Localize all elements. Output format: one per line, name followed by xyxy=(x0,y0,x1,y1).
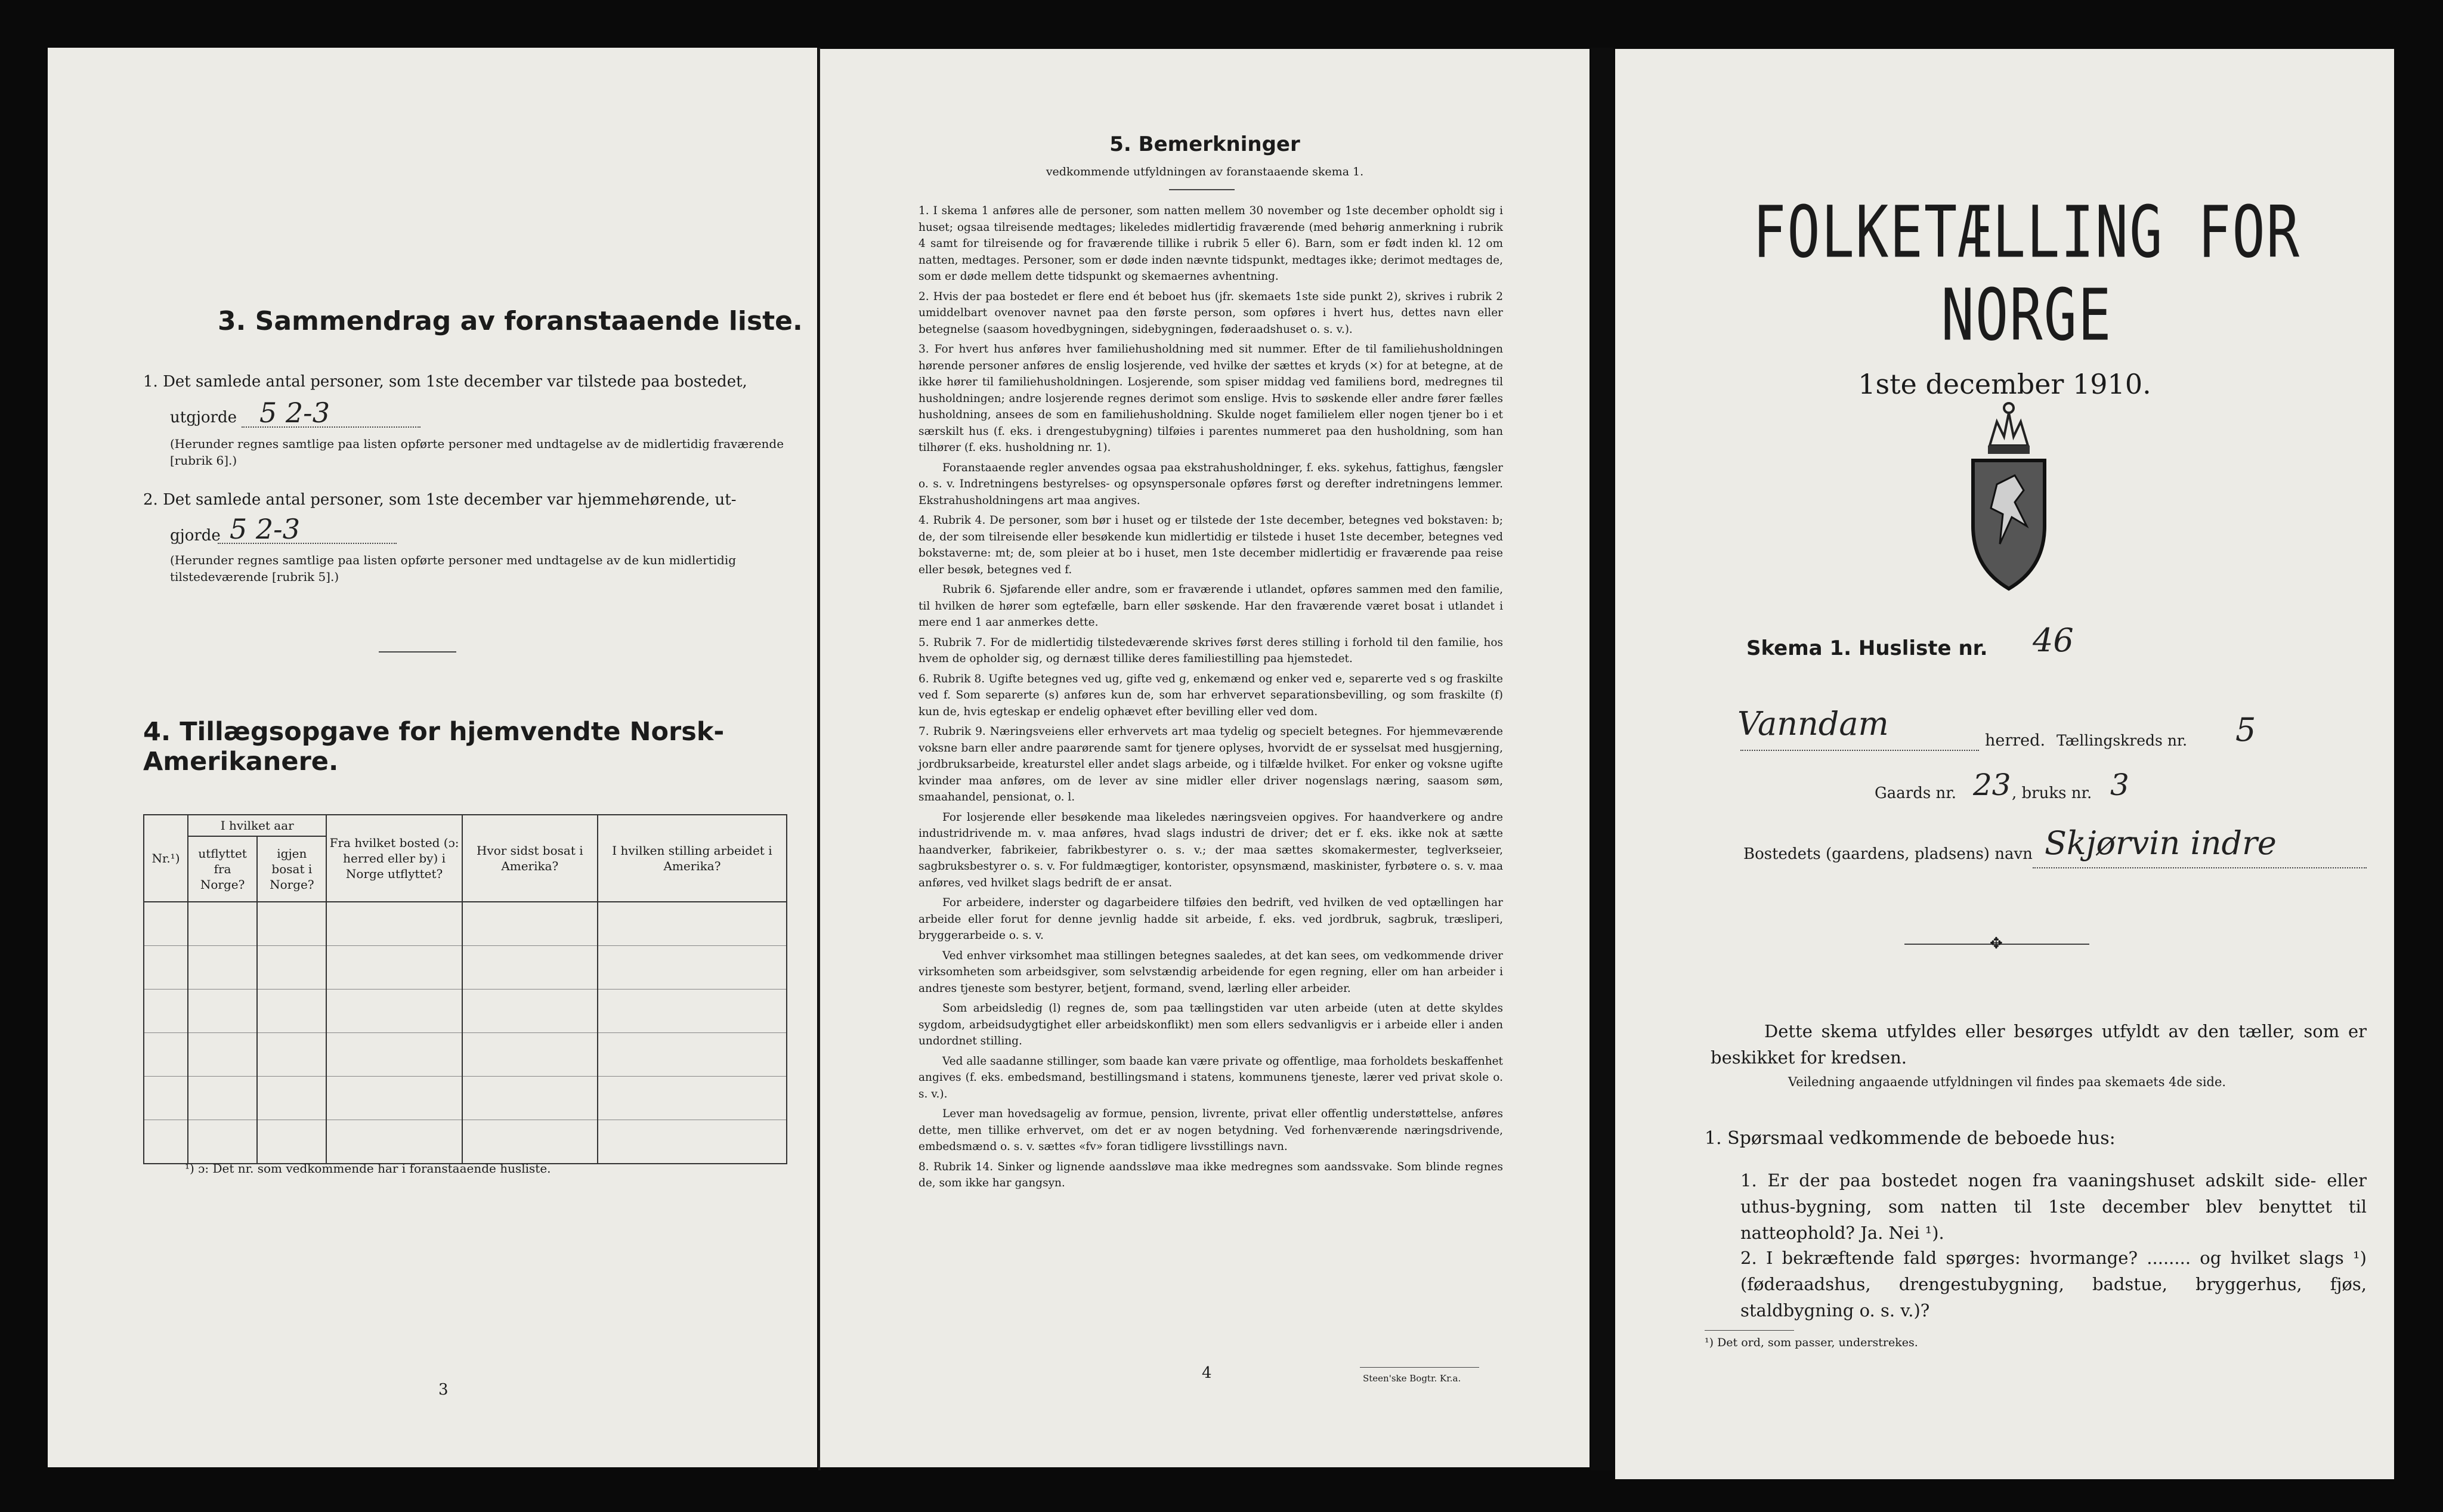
gaards-label: Gaards nr. xyxy=(1875,784,1957,802)
col-stilling: I hvilken stilling arbeidet i Amerika? xyxy=(598,815,787,902)
husliste-nr: 46 xyxy=(2033,622,2074,659)
kreds-value: 5 xyxy=(2235,711,2256,749)
remarks-separator xyxy=(1169,189,1235,190)
section4-title: 4. Tillægsopgave for hjemvendte Norsk-Amerikanere. xyxy=(143,717,725,777)
bosted-label: Bostedets (gaardens, pladsens) navn xyxy=(1743,845,2033,863)
remark-paragraph: For losjerende eller besøkende maa likeledes næringsveien opgives. For haandverkere og andre industridrivende m. v. maa anføres, hvad slags industri de driver; det er f. eks. ikke nok at sætte haandverker, fabrikeier, fabrikbestyrer o. s. v.; der maa sættes skomakermester, teglverkseier, sagbruksbestyrer o. s. v. For fuldmægtiger, kontorister, opsynsmænd, maskinister, fyrbøtere o. s. v. maa anføres, ved hvilket slags bedrift de er ansat. xyxy=(919,811,1503,889)
item1-dotted-line xyxy=(242,426,420,428)
item2-dotted-line xyxy=(218,543,397,545)
item1-value: 5 2-3 xyxy=(259,397,330,429)
middle-page xyxy=(820,49,1590,1467)
col-nr: Nr.¹) xyxy=(144,815,188,902)
skema-label: Skema 1. Husliste nr. xyxy=(1746,636,1988,660)
q1-2: 2. I bekræftende fald spørges: hvormange? ........ og hvilket slags ¹) (føderaadshus, drengestubygning, badstue, bryggerhus, fjøs, staldbygning o. s. v.)? xyxy=(1740,1248,2367,1321)
col-amerika: Hvor sidst bosat i Amerika? xyxy=(462,815,598,902)
q1-title: 1. Spørsmaal vedkommende de beboede hus: xyxy=(1705,1128,2116,1149)
coat-of-arms-emblem xyxy=(1955,389,2062,604)
col-utflyttet: utflyttet fra Norge? xyxy=(188,836,257,902)
remarks-title: 5. Bemerkninger xyxy=(1109,132,1300,156)
page-number-4: 4 xyxy=(1202,1364,1212,1382)
right-footnote: ¹) Det ord, som passer, understrekes. xyxy=(1705,1336,1918,1349)
norsk-amerikanere-table xyxy=(143,814,787,1164)
ornament-icon: ✥ xyxy=(1990,935,2003,953)
table-footnote: ¹) ɔ: Det nr. som vedkommende har i foranstaaende husliste. xyxy=(185,1161,551,1176)
page-number-3: 3 xyxy=(438,1381,449,1399)
item1-utgjorde: utgjorde xyxy=(170,409,237,426)
gaards-value: 23 xyxy=(1973,768,2011,802)
herred-line xyxy=(1740,750,1979,752)
remark-paragraph: 2. Hvis der paa bostedet er flere end ét beboet hus (jfr. skemaets 1ste side punkt 2), skrives i rubrik 2 umiddelbart ovenover navnet paa den første person, som opføres i hvert hus, dettes navn eller betegnelse (saasom hovedbygningen, sidebygningen, føderaadshuset o. s. v.). xyxy=(919,290,1503,336)
table-row xyxy=(144,1120,787,1164)
item2-gjorde: gjorde xyxy=(170,527,221,545)
bosted-line xyxy=(2033,867,2367,869)
kreds-label: Tællingskreds nr. xyxy=(2057,732,2188,749)
col-group-aar: I hvilket aar xyxy=(188,815,327,836)
remark-paragraph: 6. Rubrik 8. Ugifte betegnes ved ug, gifte ved g, enkemænd og enker ved e, separerte ved s og fraskilte ved f. Som separerte (s) anføres kun de, som har erhvervet separationsbevilling, og som fraskilte (f) kun de, hvis egteskap er endelig ophævet efter bevilling eller ved dom. xyxy=(919,672,1503,718)
remark-paragraph: 3. For hvert hus anføres hver familiehusholdning med sit nummer. Efter de til familiehusholdningen hørende personer anføres de enslig losjerende, ved hvilke der sættes et kryds (×) for at betegne, at de ikke hører til familiehusholdningen. Losjerende, som spiser middag ved familiens bord, medregnes til husholdningen; andre losjerende regnes derimot som enslige. Hvis to søskende eller andre fører fælles husholdning, ansees de som en familiehusholdning. Skulde noget familielem eller nogen tjener bo i et særskilt hus (f. eks. i drengestubygning) tilføies i parentes nummeret paa den husholdning, som han tilhører (f. eks. husholdning nr. 1). xyxy=(919,343,1503,454)
q1-1: 1. Er der paa bostedet nogen fra vaaningshuset adskilt side- eller uthus-bygning, som natten til 1ste december blev benyttet til natteophold? Ja. Nei ¹). xyxy=(1740,1170,2367,1243)
remark-paragraph: Som arbeidsledig (l) regnes de, som paa tællingstiden var uten arbeide (uten at dette skyldes sygdom, arbeidsudygtighet eller arbeidskonflikt) men som ellers sedvanligvis er i arbeide eller i anden undordnet stilling. xyxy=(919,1002,1503,1047)
item2-note: (Herunder regnes samtlige paa listen opførte personer med undtagelse av de kun midlertidig tilstedeværende [rubrik 5].) xyxy=(170,553,737,584)
footnote-rule xyxy=(1705,1330,1794,1331)
separator xyxy=(379,651,456,653)
bruks-value: 3 xyxy=(2110,768,2129,802)
table-row xyxy=(144,990,787,1033)
remark-paragraph: Lever man hovedsagelig av formue, pension, livrente, privat eller offentlig understøttelse, anføres dette, men tillike erhvervet, om det er av nogen betydning. Ved forhenværende næringsdrivende, embedsmænd o. s. v. sættes «fv» foran tidligere livsstillings navn. xyxy=(919,1108,1503,1153)
remark-paragraph: Foranstaaende regler anvendes ogsaa paa ekstrahusholdninger, f. eks. sykehus, fattighus, fængsler o. s. v. Indretningens bestyrelses- og opsynspersonale opføres først og derefter indretningens lemmer. Ekstrahusholdningens art maa angives. xyxy=(919,461,1503,507)
remark-paragraph: 7. Rubrik 9. Næringsveiens eller erhvervets art maa tydelig og specielt betegnes. For hjemmeværende voksne barn eller andre paarørende samt for tjenere oplyses, hvorvidt de er sysselsat med husgjerning, jordbruksarbeide, kreaturstel eller andet slags arbeide, og i tilfælde hvilket. For enker og voksne ugifte kvinder maa anføres, om de lever av sine midler eller driver nogenslags næring, saasom søm, smaahandel, pensionat, o. l. xyxy=(919,725,1503,803)
table-row xyxy=(144,946,787,990)
veiledning: Veiledning angaaende utfyldningen vil findes paa skemaets 4de side. xyxy=(1788,1075,2226,1089)
item1-note: (Herunder regnes samtlige paa listen opførte personer med undtagelse av de midlertidig fraværende [rubrik 6].) xyxy=(170,437,784,468)
col-igjen: igjen bosat i Norge? xyxy=(257,836,326,902)
census-date: 1ste december 1910. xyxy=(1858,368,2151,400)
right-page xyxy=(1615,49,2394,1479)
page-gutter-right xyxy=(1591,48,1613,1470)
col-bosted: Fra hvilket bosted (ɔ: herred eller by) i Norge utflyttet? xyxy=(326,815,462,902)
bruks-label: , bruks nr. xyxy=(2012,784,2092,802)
remarks-subtitle: vedkommende utfyldningen av foranstaaende skema 1. xyxy=(1046,165,1364,178)
remark-paragraph: 8. Rubrik 14. Sinker og lignende aandssløve maa ikke medregnes som aandssvake. Som blinde regnes de, som ikke har gangsyn. xyxy=(919,1160,1503,1189)
herred-value: Vanndam xyxy=(1737,705,1889,743)
census-title: FOLKETÆLLING FOR NORGE xyxy=(1752,190,2301,357)
remark-paragraph: 5. Rubrik 7. For de midlertidig tilstedeværende skrives først deres stilling i forhold til den familie, hos hvem de opholder sig, og dernæst tillike deres familiestilling paa hjemstedet. xyxy=(919,636,1503,665)
table-row xyxy=(144,902,787,946)
item1-text: 1. Det samlede antal personer, som 1ste december var tilstede paa bostedet, xyxy=(143,373,747,391)
item2-value: 5 2-3 xyxy=(230,513,300,545)
item2-text: 2. Det samlede antal personer, som 1ste december var hjemmehørende, ut- xyxy=(143,491,737,509)
section3-title: 3. Sammendrag av foranstaaende liste. xyxy=(218,306,803,336)
intro-text: Dette skema utfyldes eller besørges utfyldt av den tæller, som er beskikket for kredsen. xyxy=(1711,1021,2367,1068)
left-page xyxy=(48,48,817,1467)
remark-paragraph: Ved enhver virksomhet maa stillingen betegnes saaledes, at det kan sees, om vedkommende driver virksomheten som arbeidsgiver, som selvstændig arbeidende for egen regning, eller om han arbeider i andres tjeneste som bestyrer, betjent, formand, svend, lærling eller arbeider. xyxy=(919,949,1503,995)
bosted-value: Skjørvin indre xyxy=(2045,824,2277,862)
remarks-body xyxy=(919,203,1503,1195)
remark-paragraph: For arbeidere, inderster og dagarbeidere tilføies den bedrift, ved hvilken de ved optællingen har arbeide eller forut for denne jevnlig hadde sit arbeide, f. eks. ved jordbruk, sagbruk, træsliperi, bryggerarbeide o. s. v. xyxy=(919,896,1503,942)
remark-paragraph: 1. I skema 1 anføres alle de personer, som natten mellem 30 november og 1ste december opholdt sig i huset; ogsaa tilreisende medtages; likeledes midlertidig fraværende (med behørig anmerkning i rubrik 4 samt for tilreisende og for fraværende tillike i rubrik 5 eller 6). Barn, som er født inden kl. 12 om natten, medtages. Personer, som er døde inden nævnte tidspunkt, medtages ikke; derimot medtages de, som er døde mellem dette tidspunkt og skemaernes avhentning. xyxy=(919,205,1503,283)
remark-paragraph: Rubrik 6. Sjøfarende eller andre, som er fraværende i utlandet, opføres sammen med den familie, til hvilken de hører som egtefælle, barn eller søskende. Har den fraværende været bosat i utlandet i mere end 1 aar anmerkes dette. xyxy=(919,583,1503,629)
table-row xyxy=(144,1077,787,1120)
remark-paragraph: Ved alle saadanne stillinger, som baade kan være private og offentlige, maa forholdets beskaffenhet angives (f. eks. embedsmand, bestillingsmand i statens, kommunens tjeneste, lærer ved privat skole o. s. v.). xyxy=(919,1055,1503,1100)
herred-label: herred. xyxy=(1985,731,2046,750)
printer-mark: Steen'ske Bogtr. Kr.a. xyxy=(1363,1373,1461,1384)
printer-rule xyxy=(1360,1367,1479,1368)
remark-paragraph: 4. Rubrik 4. De personer, som bør i huset og er tilstede der 1ste december, betegnes ved bokstaven: b; de, der som tilreisende eller besøkende kun midlertidig er tilstede i huset 1ste december, betegnes ved bokstaverne: mt; de, som pleier at bo i huset, men 1ste december midlertidig er fraværende paa reise eller besøk, betegnes ved f. xyxy=(919,514,1503,576)
table-row xyxy=(144,1033,787,1077)
